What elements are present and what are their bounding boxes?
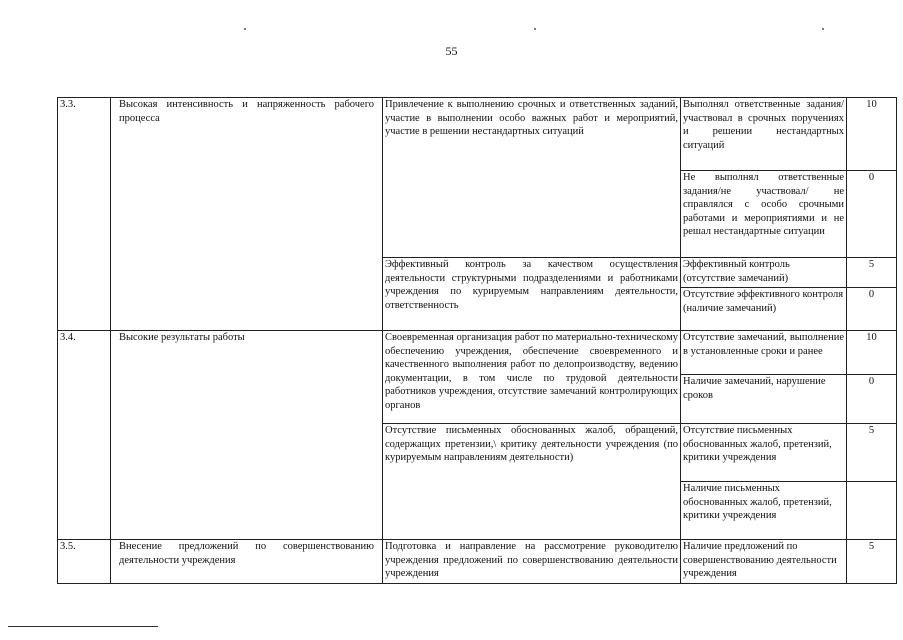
row-title: Внесение предложений по совершенствованию деятельности учреждения bbox=[111, 540, 383, 584]
option-points: 0 bbox=[847, 171, 897, 258]
option-points: 0 bbox=[847, 288, 897, 331]
criterion-text: Подготовка и направление на рассмотрение руководителю учреждения предложений по совершенствованию деятельности учреждения bbox=[383, 540, 681, 584]
option-text: Эффективный контроль (отсутствие замечаний) bbox=[681, 258, 847, 288]
row-title: Высокая интенсивность и напряженность рабочего процесса bbox=[111, 98, 383, 331]
footnote-separator bbox=[8, 626, 158, 627]
page-number: 55 bbox=[445, 44, 458, 58]
option-text: Отсутствие замечаний, выполнение в установленные сроки и ранее bbox=[681, 331, 847, 375]
row-title: Высокие результаты работы bbox=[111, 331, 383, 540]
option-text: Наличие замечаний, нарушение сроков bbox=[681, 375, 847, 424]
option-points: 10 bbox=[847, 98, 897, 171]
row-number: 3.5. bbox=[58, 540, 111, 584]
row-number: 3.4. bbox=[58, 331, 111, 540]
option-points: 5 bbox=[847, 540, 897, 584]
table-row bbox=[58, 98, 897, 171]
scan-mark bbox=[534, 28, 536, 30]
criterion-text: Привлечение к выполнению срочных и ответственных заданий, участие в выполнении особо важных работ и мероприятий, участие в решении нестандартных ситуаций bbox=[383, 98, 681, 258]
option-points: 10 bbox=[847, 331, 897, 375]
table-row bbox=[58, 331, 897, 375]
row-number: 3.3. bbox=[58, 98, 111, 331]
option-points bbox=[847, 482, 897, 540]
option-points: 5 bbox=[847, 258, 897, 288]
criteria-table bbox=[57, 97, 897, 584]
option-text: Отсутствие письменных обоснованных жалоб, претензий, критики учреждения bbox=[681, 424, 847, 482]
option-text: Наличие письменных обоснованных жалоб, претензий, критики учреждения bbox=[681, 482, 847, 540]
option-text: Наличие предложений по совершенствованию деятельности учреждения bbox=[681, 540, 847, 584]
criterion-text: Эффективный контроль за качеством осуществления деятельности структурными подразделениями и работниками учреждения по курируемым направлениям деятельности, ответственность bbox=[383, 258, 681, 331]
scan-mark bbox=[822, 28, 824, 30]
option-points: 0 bbox=[847, 375, 897, 424]
option-points: 5 bbox=[847, 424, 897, 482]
scan-mark bbox=[244, 28, 246, 30]
option-text: Не выполнял ответственные задания/не участвовал/ не справлялся с особо срочными работами и мероприятиями и не решал нестандартные ситуации bbox=[681, 171, 847, 258]
option-text: Отсутствие эффективного контроля (наличие замечаний) bbox=[681, 288, 847, 331]
criterion-text: Своевременная организация работ по материально-техническому обеспечению учреждения, обеспечение своевременного и качественного выполнения работ по делопроизводству, ведению документации, в том числе по трудовой деятельности работников учреждения, отсутствие замечаний контролирующих органов bbox=[383, 331, 681, 424]
criterion-text: Отсутствие письменных обоснованных жалоб, обращений, содержащих претензии,\ критику деятельности учреждения (по курируемым направлениям деятельности) bbox=[383, 424, 681, 540]
table-row bbox=[58, 540, 897, 584]
option-text: Выполнял ответственные задания/участвовал в срочных поручениях и решении нестандартных ситуаций bbox=[681, 98, 847, 171]
